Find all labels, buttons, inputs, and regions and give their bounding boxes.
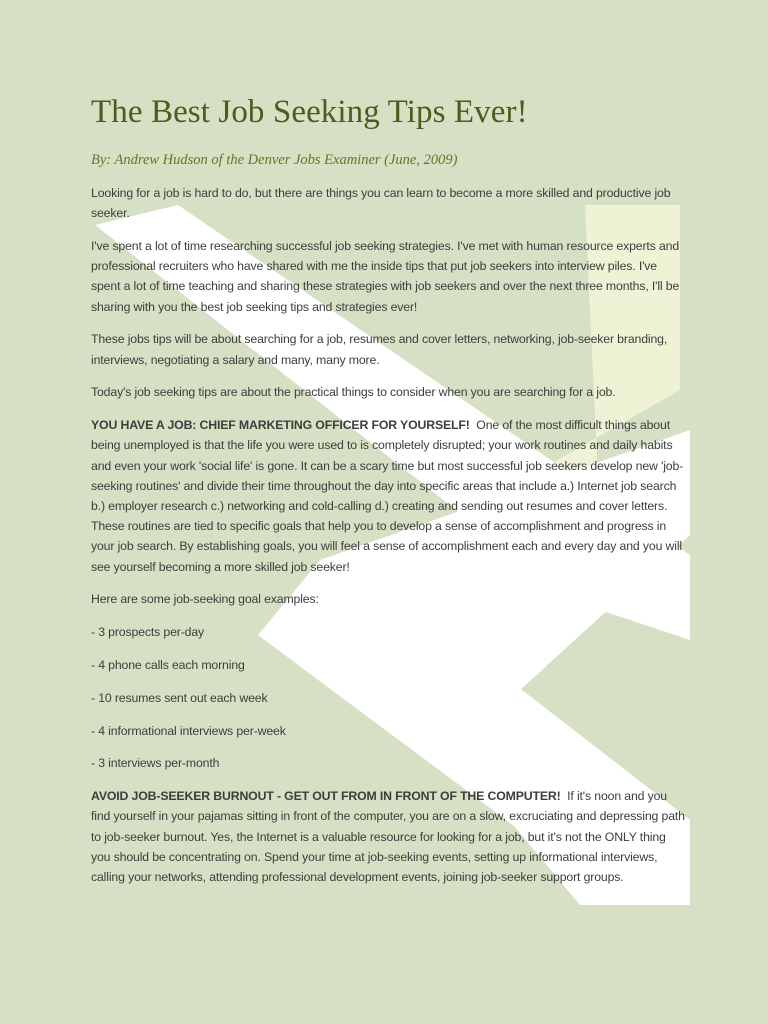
body-paragraph: Looking for a job is hard to do, but there are things you can learn to become a more skilled and productive job seeker. [91,186,671,221]
body-paragraph: I've spent a lot of time researching successful job seeking strategies. I've met with human resource experts and professional recruiters who have shared with me the inside tips that put job seekers into interview piles. I've spent a lot of time teaching and sharing these strategies with job seekers and over the next three months, I'll be sharing with you the best job seeking tips and strategies ever! [91,239,680,314]
section-heading: AVOID JOB-SEEKER BURNOUT - GET OUT FROM IN FRONT OF THE COMPUTER! [91,789,561,804]
goal-list-item: - 3 prospects per-day [91,625,205,640]
section-text: If it's noon and you find yourself in your pajamas sitting in front of the computer, you are on a slow, excruciating and depressing path to job-seeker burnout. Yes, the Internet is a valuable resource for looking for a job, but it's not the ONLY thing you should be concentrating on. Spend your time at job-seeking events, setting up informational interviews, calling your networks, attending professional development events, joining job-seeker support groups. [91,789,685,885]
goal-list-item: - 3 interviews per-month [91,756,220,771]
body-paragraph: These jobs tips will be about searching for a job, resumes and cover letters, networking, job-seeker branding, interviews, negotiating a salary and many, many more. [91,332,668,367]
section-heading: YOU HAVE A JOB: CHIEF MARKETING OFFICER FOR YOURSELF! [91,418,470,433]
goal-list-item: - 4 phone calls each morning [91,658,245,673]
document-byline: By: Andrew Hudson of the Denver Jobs Examiner (June, 2009) [91,152,458,168]
document-title: The Best Job Seeking Tips Ever! [91,94,528,130]
body-paragraph: Today's job seeking tips are about the practical things to consider when you are searching for a job. [91,385,616,400]
goal-list-item: - 10 resumes sent out each week [91,690,268,705]
document-body [91,183,686,900]
section-chief-marketing-officer [91,415,686,577]
goals-intro: Here are some job-seeking goal examples: [91,592,319,607]
goal-list-item: - 4 informational interviews per-week [91,723,286,738]
section-text: One of the most difficult things about being unemployed is that the life you were used to is completely disrupted; your work routines and daily habits and even your work 'social life' is gone. It can be a scary time but most successful job seekers develop new 'job-seeking routines' and divide their time throughout the day into specific areas that include a.) Internet job search b.) employer research c.) networking and cold-calling d.) creating and sending out resumes and cover letters. These routines are tied to specific goals that help you to develop a sense of accomplishment and progress in your job search. By establishing goals, you will feel a sense of accomplishment each and every day and you will see yourself becoming a more skilled job seeker! [91,418,684,574]
section-avoid-burnout [91,786,686,887]
